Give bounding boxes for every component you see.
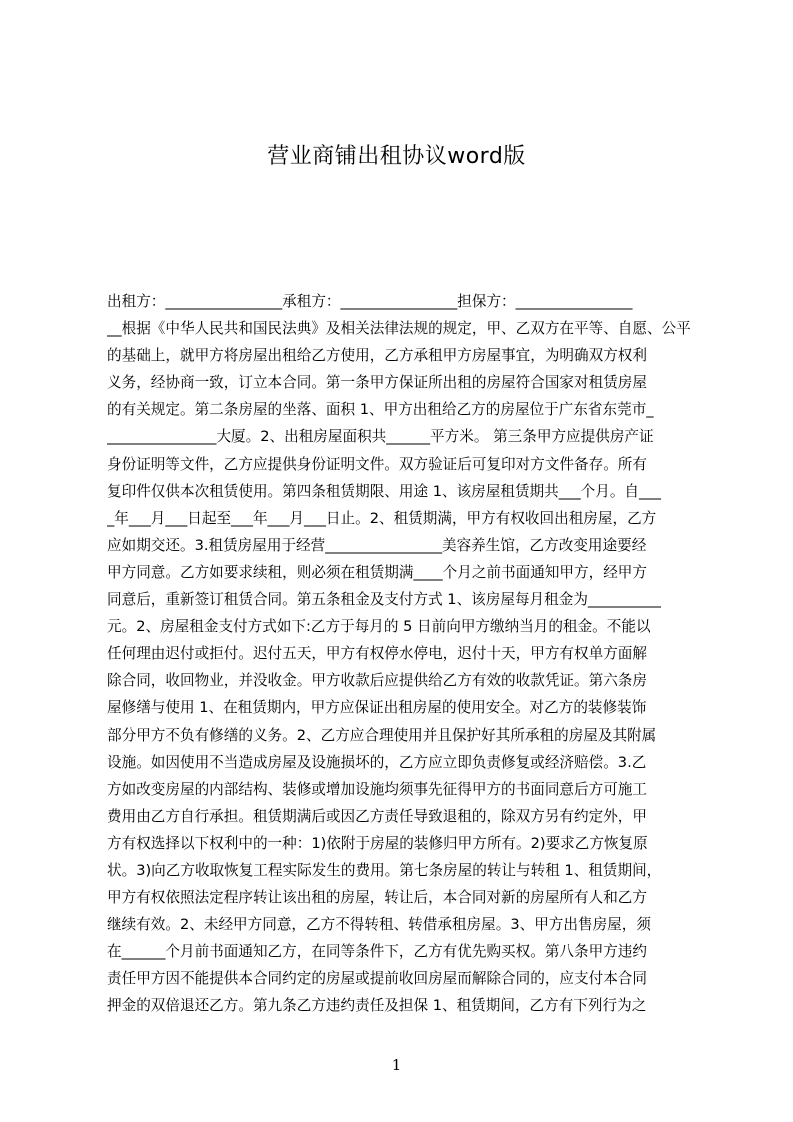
body-line: 甲方有权依照法定程序转让该出租的房屋，转让后，本合同对新的房屋所有人和乙方 — [107, 889, 647, 907]
body-line: 义务，经协商一致，订立本合同。第一条甲方保证所出租的房屋符合国家对租赁房屋 — [107, 374, 647, 392]
body-line: 甲方同意。乙方如要求续租，则必须在租赁期满____个月之前书面通知甲方，经甲方 — [107, 563, 647, 581]
body-line: 应如期交还。3.租赁房屋用于经营________________美容养生馆，乙方改变用途要经 — [107, 536, 647, 554]
body-line: 的基础上，就甲方将房屋出租给乙方使用，乙方承租甲方房屋事宜，为明确双方权利 — [107, 347, 647, 365]
body-line: 状。3)向乙方收取恢复工程实际发生的费用。第七条房屋的转让与转租 1、租赁期间， — [107, 861, 662, 879]
body-line: 除合同，收回物业，并没收金。甲方收款后应提供给乙方有效的收款凭证。第六条房 — [107, 672, 647, 690]
body-line: 出租方：________________承租方：________________担保方：________________ — [107, 293, 633, 310]
body-line: 的有关规定。第二条房屋的坐落、面积 1、甲方出租给乙方的房屋位于广东省东莞市_ — [107, 401, 654, 419]
body-line: _年___月___日起至___年___月___日止。2、租赁期满，甲方有权收回出租房屋，乙方 — [107, 509, 657, 527]
body-line: __根据《中华人民共和国民法典》及相关法律法规的规定，甲、乙双方在平等、自愿、公平 — [107, 320, 691, 338]
body-line: 部分甲方不负有修缮的义务。2、乙方应合理使用并且保护好其所承租的房屋及其附属 — [107, 726, 657, 744]
body-line: 费用由乙方自行承担。租赁期满后或因乙方责任导致退租的，除双方另有约定外，甲 — [107, 807, 647, 825]
page-number: 1 — [391, 1056, 402, 1074]
contract-body — [107, 288, 699, 1020]
body-line: 同意后，重新签订租赁合同。第五条租金及支付方式 1、该房屋每月租金为__________ — [107, 591, 661, 609]
body-line: 责任甲方因不能提供本合同约定的房屋或提前收回房屋而解除合同的，应支付本合同 — [107, 970, 647, 988]
body-line: 身份证明等文件，乙方应提供身份证明文件。双方验证后可复印对方文件备存。所有 — [107, 455, 647, 473]
body-line: 屋修缮与使用 1、在租赁期内，甲方应保证出租房屋的使用安全。对乙方的装修装饰 — [107, 699, 647, 717]
body-line: 复印件仅供本次租赁使用。第四条租赁期限、用途 1、该房屋租赁期共___个月。自___ — [107, 482, 661, 500]
document-title: 营业商铺出租协议word版 — [267, 144, 526, 169]
body-line: _______________大厦。2、出租房屋面积共______平方米。 第三条甲方应提供房产证 — [107, 428, 654, 446]
body-line: 元。2、房屋租金支付方式如下:乙方于每月的 5 日前向甲方缴纳当月的租金。不能以 — [107, 618, 651, 636]
body-line: 方如改变房屋的内部结构、装修或增加设施均须事先征得甲方的书面同意后方可施工 — [107, 780, 647, 798]
body-line: 任何理由迟付或拒付。迟付五天，甲方有权停水停电，迟付十天，甲方有权单方面解 — [107, 645, 647, 663]
body-line: 继续有效。2、未经甲方同意，乙方不得转租、转借承租房屋。3、甲方出售房屋，须 — [107, 916, 651, 934]
body-line: 设施。如因使用不当造成房屋及设施损坏的，乙方应立即负责修复或经济赔偿。3.乙 — [107, 753, 647, 771]
body-line: 在______个月前书面通知乙方，在同等条件下，乙方有优先购买权。第八条甲方违约 — [107, 943, 647, 961]
body-line: 方有权选择以下权利中的一种：1)依附于房屋的装修归甲方所有。2)要求乙方恢复原 — [107, 834, 648, 852]
body-line: 押金的双倍退还乙方。第九条乙方违约责任及担保 1、租赁期间，乙方有下列行为之 — [107, 997, 647, 1015]
